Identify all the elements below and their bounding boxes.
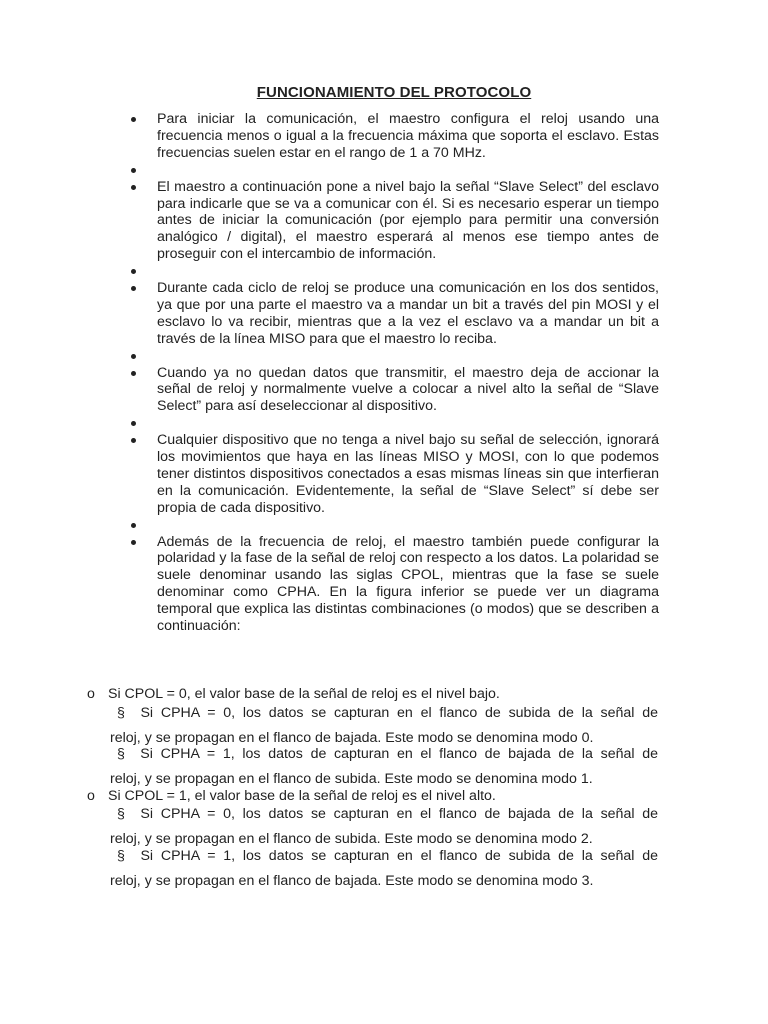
bullet-icon — [131, 421, 136, 426]
list-item — [131, 432, 659, 517]
bullet-icon — [131, 371, 136, 376]
mode-group-cpol1 — [87, 788, 496, 804]
bullet-icon — [131, 117, 136, 122]
bullet-icon — [131, 354, 136, 359]
mode-item-2 — [110, 806, 658, 848]
list-item-empty — [131, 348, 659, 365]
list-item-empty — [131, 517, 659, 534]
list-item-text: Para iniciar la comunicación, el maestro configura el reloj usando una frecuencia menos o igual a la frecuencia máxima que soporta el esclavo. Estas frecuencias suelen estar en el rango de 1 a 70 MHz. — [157, 111, 659, 161]
mode-group-text: Si CPOL = 0, el valor base de la señal de reloj es el nivel bajo. — [108, 686, 500, 702]
mode-group-cpol0 — [87, 686, 500, 702]
circle-marker-icon: o — [87, 686, 95, 702]
bullet-icon — [131, 523, 136, 528]
mode-item-line1: Si CPHA = 1, los datos de capturan en el flanco de bajada de la señal de — [140, 746, 658, 762]
mode-item-line2: reloj, y se propagan en el flanco de bajada. Este modo se denomina modo 3. — [110, 873, 594, 889]
mode-item-line1: Si CPHA = 1, los datos se capturan en el flanco de subida de la señal de — [140, 848, 658, 864]
list-item-text: Durante cada ciclo de reloj se produce una comunicación en los dos sentidos, ya que por una parte el maestro va a mandar un bit a través del pin MOSI y el esclavo lo va recibir, mientras que a la vez el esclavo va a mandar un bit a través de la línea MISO para que el maestro lo reciba. — [157, 280, 659, 347]
bullet-icon — [131, 168, 136, 173]
bullet-icon — [131, 269, 136, 274]
mode-item-line1: Si CPHA = 0, los datos se capturan en el flanco de subida de la señal de — [140, 705, 658, 721]
bullet-icon — [131, 286, 136, 291]
mode-group-text: Si CPOL = 1, el valor base de la señal de reloj es el nivel alto. — [108, 788, 496, 804]
list-item-text: El maestro a continuación pone a nivel bajo la señal “Slave Select” del esclavo para indicarle que se va a comunicar con él. Si es necesario esperar un tiempo antes de iniciar la comunicación (por ejemplo para permitir una conversión analógico / digital), el maestro esperará al menos ese tiempo antes de proseguir con el intercambio de información. — [157, 178, 659, 263]
list-item-empty — [131, 263, 659, 280]
list-item — [131, 111, 659, 162]
section-marker-icon: § — [117, 806, 125, 822]
bullet-icon — [131, 185, 136, 190]
list-item — [131, 280, 659, 348]
list-item-text: Cuando ya no quedan datos que transmitir, el maestro deja de accionar la señal de reloj y normalmente vuelve a colocar a nivel alto la señal de “Slave Select” para así deseleccionar al dispositivo. — [157, 364, 659, 415]
section-marker-icon: § — [117, 746, 125, 762]
list-item — [131, 534, 659, 635]
list-item-empty — [131, 415, 659, 432]
circle-marker-icon: o — [87, 788, 95, 804]
mode-item-line2: reloj, y se propagan en el flanco de bajada. Este modo se denomina modo 0. — [110, 730, 594, 746]
list-item — [131, 179, 659, 264]
mode-item-line2: reloj, y se propagan en el flanco de subida. Este modo se denomina modo 1. — [110, 771, 593, 787]
mode-item-3 — [110, 848, 658, 890]
bullet-icon — [131, 438, 136, 443]
page-title: FUNCIONAMIENTO DEL PROTOCOLO — [256, 84, 532, 101]
section-marker-icon: § — [117, 705, 125, 721]
mode-item-1 — [110, 746, 658, 788]
list-item-empty — [131, 162, 659, 179]
list-item — [131, 365, 659, 416]
bullet-icon — [131, 540, 136, 545]
list-item-text: Cualquier dispositivo que no tenga a nivel bajo su señal de selección, ignorará los movimientos que haya en las líneas MISO y MOSI, con lo que podemos tener distintos dispositivos conectados a esas mismas líneas sin que interfieran en la comunicación. Evidentemente, la señal de “Slave Select” sí debe ser propia de cada dispositivo. — [157, 432, 659, 516]
mode-item-line1: Si CPHA = 0, los datos se capturan en el flanco de bajada de la señal de — [140, 806, 659, 822]
bullet-list — [131, 111, 659, 635]
list-item-text: Además de la frecuencia de reloj, el maestro también puede configurar la polaridad y la fase de la señal de reloj con respecto a los datos. La polaridad se suele denominar usando las siglas CPOL, mientras que la fase se suele denominar como CPHA. En la figura inferior se puede ver un diagrama temporal que explica las distintas combinaciones (o modos) que se describen a continuación: — [157, 533, 659, 635]
mode-item-line2: reloj, y se propagan en el flanco de subida. Este modo se denomina modo 2. — [110, 831, 593, 847]
section-marker-icon: § — [117, 848, 125, 864]
mode-item-0 — [110, 705, 658, 747]
